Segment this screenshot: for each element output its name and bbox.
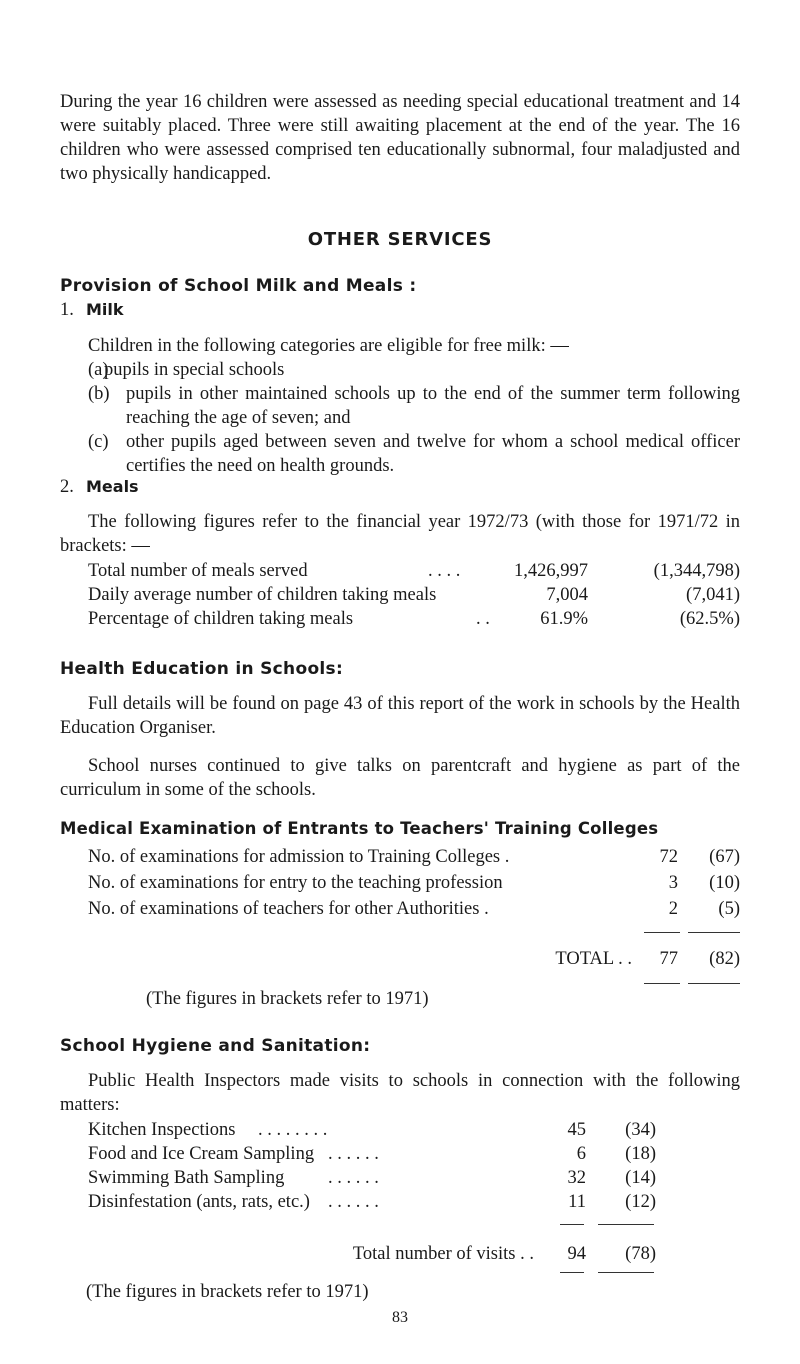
medical-exam-rule bbox=[688, 983, 740, 984]
meals-row-label: Daily average number of children taking meals bbox=[88, 585, 437, 605]
medical-exam-row-value: 3 bbox=[668, 873, 678, 893]
medical-exam-rule bbox=[688, 932, 740, 933]
medical-exam-row bbox=[60, 845, 740, 869]
hygiene-row-label: Food and Ice Cream Sampling bbox=[88, 1144, 315, 1164]
health-education-heading: Health Education in Schools: bbox=[60, 659, 344, 679]
hygiene-rule bbox=[560, 1224, 584, 1225]
meals-row-prev: (62.5%) bbox=[679, 609, 740, 629]
hygiene-row bbox=[60, 1166, 740, 1190]
medical-exam-row-label: No. of examinations for entry to the teaching profession bbox=[88, 873, 503, 893]
medical-exam-rule bbox=[644, 932, 680, 933]
meals-row-value: 7,004 bbox=[546, 585, 588, 605]
hygiene-total-row bbox=[60, 1242, 740, 1266]
meals-row-prev: (7,041) bbox=[686, 585, 740, 605]
hygiene-row-prev: (14) bbox=[625, 1168, 656, 1188]
meals-row bbox=[60, 559, 740, 583]
hygiene-rule bbox=[598, 1224, 654, 1225]
medical-exam-row bbox=[60, 871, 740, 895]
medical-exam-row-value: 72 bbox=[659, 847, 678, 867]
meals-row-prev: (1,344,798) bbox=[653, 561, 740, 581]
meals-title: Meals bbox=[86, 477, 139, 496]
milk-item-a-label: (a) bbox=[88, 360, 109, 380]
other-services-heading: OTHER SERVICES bbox=[307, 229, 493, 250]
medical-exam-total-prev: (82) bbox=[709, 949, 740, 969]
meals-row-value: 1,426,997 bbox=[514, 561, 588, 581]
hygiene-row bbox=[60, 1142, 740, 1166]
hygiene-row-prev: (34) bbox=[625, 1120, 656, 1140]
hygiene-heading: School Hygiene and Sanitation: bbox=[60, 1036, 371, 1056]
hygiene-row-label: Swimming Bath Sampling bbox=[88, 1168, 285, 1188]
milk-item-a-text: pupils in special schools bbox=[104, 360, 285, 380]
hygiene-intro: Public Health Inspectors made visits to schools in connection with the following matters: bbox=[60, 1071, 740, 1115]
hygiene-row-value: 6 bbox=[576, 1144, 586, 1164]
hygiene-row-dots: . . . . . . bbox=[328, 1168, 379, 1188]
hygiene-row-dots: . . . . . . bbox=[328, 1144, 379, 1164]
hygiene-row-dots: . . . . . . . . bbox=[258, 1120, 328, 1140]
hygiene-total-prev: (78) bbox=[625, 1244, 656, 1264]
milk-item-b-label: (b) bbox=[88, 384, 110, 404]
hygiene-row-dots: . . . . . . bbox=[328, 1192, 379, 1212]
medical-exam-total-value: 77 bbox=[659, 949, 678, 969]
milk-section bbox=[60, 334, 740, 478]
hygiene-row bbox=[60, 1118, 740, 1142]
medical-exam-note: (The figures in brackets refer to 1971) bbox=[146, 989, 429, 1009]
health-education-para1: Full details will be found on page 43 of this report of the work in schools by the Health Education Organiser. bbox=[60, 694, 740, 738]
meals-row-label: Total number of meals served bbox=[88, 561, 308, 581]
milk-number: 1. bbox=[60, 300, 74, 320]
health-education-para2: School nurses continued to give talks on parentcraft and hygiene as part of the curriculum in some of the schools. bbox=[60, 756, 740, 800]
hygiene-rule bbox=[598, 1272, 654, 1273]
milk-title: Milk bbox=[86, 300, 124, 319]
provision-heading: Provision of School Milk and Meals : bbox=[60, 276, 417, 296]
medical-exam-row-prev: (10) bbox=[709, 873, 740, 893]
medical-exam-row-value: 2 bbox=[668, 899, 678, 919]
milk-item-b bbox=[60, 382, 740, 430]
hygiene-row-value: 45 bbox=[567, 1120, 586, 1140]
hygiene-rule bbox=[560, 1272, 584, 1273]
medical-exam-total-label: TOTAL . . bbox=[555, 949, 632, 969]
hygiene-row-prev: (12) bbox=[625, 1192, 656, 1212]
hygiene-row-value: 32 bbox=[567, 1168, 586, 1188]
milk-item-c bbox=[60, 430, 740, 478]
meals-row bbox=[60, 583, 740, 607]
meals-intro: The following figures refer to the financial year 1972/73 (with those for 1971/72 in brackets: — bbox=[60, 512, 740, 556]
meals-number: 2. bbox=[60, 477, 74, 497]
milk-item-b-text: pupils in other maintained schools up to the end of the summer term following reaching the age of seven; and bbox=[126, 384, 740, 428]
meals-row bbox=[60, 607, 740, 631]
milk-item-c-label: (c) bbox=[88, 432, 109, 452]
page-number: 83 bbox=[392, 1309, 408, 1326]
medical-exam-row bbox=[60, 897, 740, 921]
meals-row-value: 61.9% bbox=[540, 609, 588, 629]
medical-exam-row-label: No. of examinations for admission to Training Colleges . bbox=[88, 847, 510, 867]
hygiene-row-prev: (18) bbox=[625, 1144, 656, 1164]
medical-exam-row-prev: (67) bbox=[709, 847, 740, 867]
hygiene-note: (The figures in brackets refer to 1971) bbox=[86, 1282, 369, 1302]
meals-row-label: Percentage of children taking meals bbox=[88, 609, 354, 629]
medical-exam-row-label: No. of examinations of teachers for other Authorities . bbox=[88, 899, 489, 919]
milk-intro: Children in the following categories are eligible for free milk: — bbox=[88, 336, 569, 356]
hygiene-total-value: 94 bbox=[567, 1244, 586, 1264]
milk-item-a bbox=[60, 358, 740, 382]
meals-row-dots: . . bbox=[476, 609, 490, 629]
milk-heading bbox=[60, 298, 740, 322]
medical-exam-row-prev: (5) bbox=[718, 899, 740, 919]
hygiene-total-label: Total number of visits . . bbox=[352, 1244, 534, 1264]
medical-exam-total-row bbox=[60, 947, 740, 971]
intro-paragraph: During the year 16 children were assessed as needing special educational treatment and 14 were suitably placed. Three were still awaiting placement at the end of the year. The 16 children who were assessed comprised ten educationally subnormal, four maladjusted and two physically handicapped. bbox=[60, 92, 740, 184]
meals-heading bbox=[60, 475, 740, 499]
hygiene-row-label: Disinfestation (ants, rats, etc.) bbox=[88, 1192, 310, 1212]
milk-item-c-text: other pupils aged between seven and twelve for whom a school medical officer certifies the need on health grounds. bbox=[126, 432, 740, 476]
medical-exam-heading: Medical Examination of Entrants to Teachers' Training Colleges bbox=[60, 819, 659, 838]
hygiene-row-value: 11 bbox=[568, 1192, 586, 1212]
hygiene-row-label: Kitchen Inspections bbox=[88, 1120, 236, 1140]
meals-row-dots: . . . . bbox=[428, 561, 461, 581]
medical-exam-rule bbox=[644, 983, 680, 984]
hygiene-row bbox=[60, 1190, 740, 1214]
